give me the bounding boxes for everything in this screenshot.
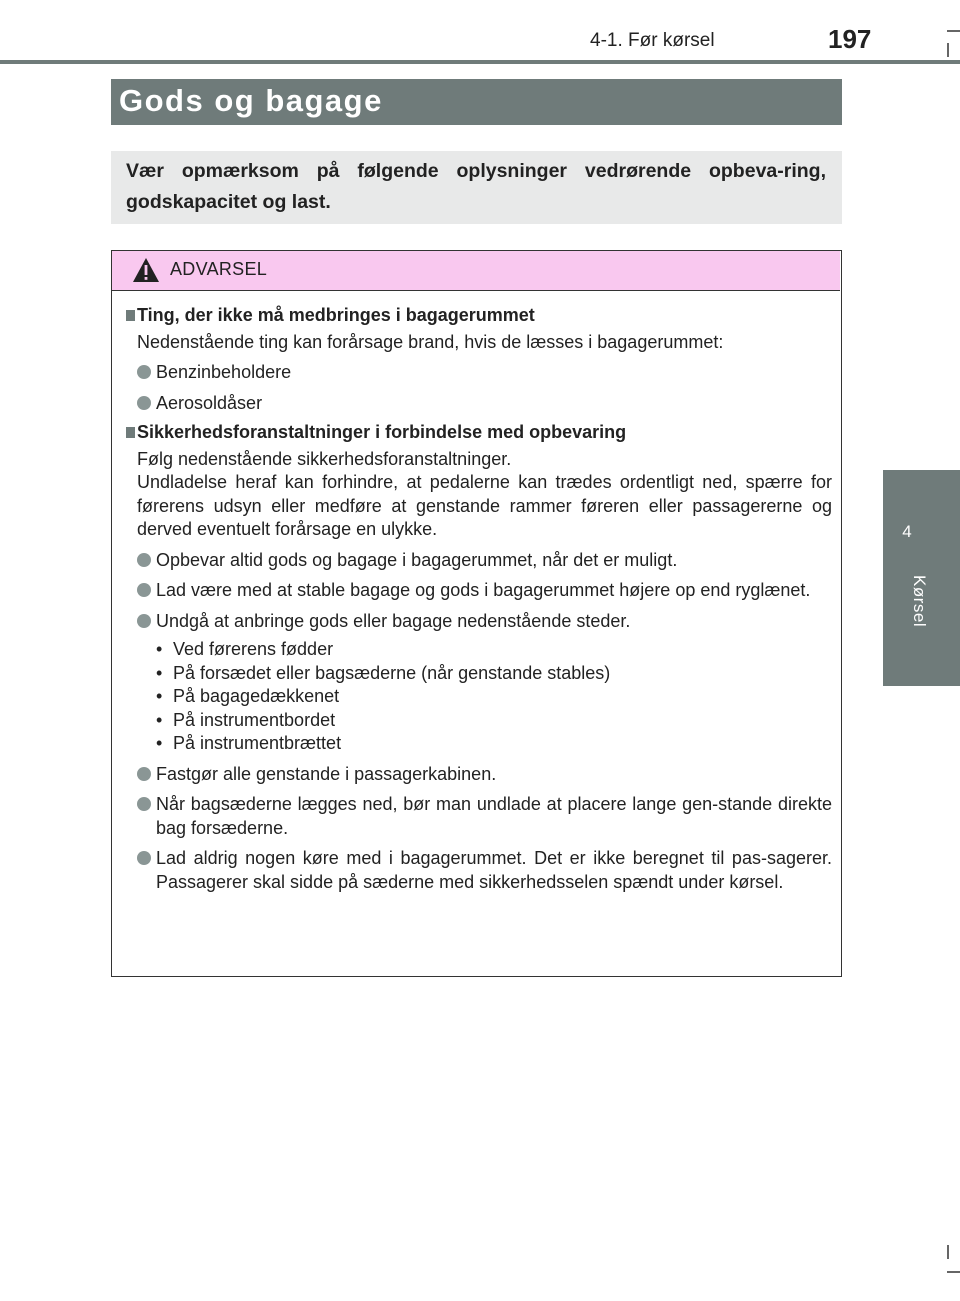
circle-bullet-icon — [137, 767, 151, 781]
page-number: 197 — [828, 24, 872, 54]
sub-list-item: • På instrumentbrættet — [156, 732, 832, 756]
sub-list-item: • På instrumentbordet — [156, 709, 832, 733]
circle-bullet-icon — [137, 396, 151, 410]
intro-text: Vær opmærksom på følgende oplysninger vedrørende opbeva-ring, godskapacitet og last. — [126, 160, 826, 213]
dot-bullet-icon: • — [156, 686, 163, 706]
crop-mark — [947, 43, 949, 57]
dot-bullet-icon: • — [156, 662, 163, 683]
square-bullet-icon — [126, 427, 135, 438]
warning-paragraph: Undladelse heraf kan forhindre, at pedalerne kan trædes ordentligt ned, spærre for førerens udsyn eller medføre at genstande rammer føreren eller passagererne og derved eventuelt forårsage en ulykke. — [137, 472, 832, 539]
chapter-label: Kørsel — [910, 575, 929, 628]
warning-triangle-icon — [132, 257, 160, 283]
list-item: Når bagsæderne lægges ned, bør man undlade at placere lange gen-stande direkte bag forsæderne. — [126, 793, 832, 840]
list-item: Benzinbeholdere — [126, 361, 832, 385]
warning-box — [111, 250, 842, 977]
sub-list-item: • Ved førerens fødder — [156, 638, 832, 662]
dot-bullet-icon: • — [156, 709, 163, 730]
warning-section-title: Ting, der ikke må medbringes i bagagerummet — [126, 304, 832, 328]
warning-body — [126, 304, 832, 894]
crop-mark — [947, 30, 960, 32]
sub-list-item: • På forsædet eller bagsæderne (når genstande stables) — [156, 662, 832, 686]
list-item: Lad aldrig nogen køre med i bagagerummet. Det er ikke beregnet til pas-sagerer. Passagerer skal sidde på sæderne med sikkerhedsselen spændt under kørsel. — [126, 847, 832, 894]
crop-mark — [947, 1245, 949, 1259]
sub-list — [126, 638, 832, 756]
section-breadcrumb: 4-1. Før kørsel — [590, 30, 715, 51]
list-item: Undgå at anbringe gods eller bagage nedenstående steder. — [126, 610, 832, 634]
chapter-number: 4 — [902, 522, 912, 541]
circle-bullet-icon — [137, 553, 151, 567]
square-bullet-icon — [126, 310, 135, 321]
sub-list-item: • På bagagedækkenet — [156, 685, 832, 709]
crop-mark — [947, 1271, 960, 1273]
warning-label: ADVARSEL — [170, 259, 268, 279]
list-item: Aerosoldåser — [126, 392, 832, 416]
warning-paragraph: Følg nedenstående sikkerhedsforanstaltninger. — [137, 448, 512, 469]
chapter-tab — [883, 470, 960, 686]
warning-paragraph: Nedenstående ting kan forårsage brand, hvis de læsses i bagagerummet: — [137, 331, 724, 352]
warning-header — [112, 251, 840, 291]
header-rule — [0, 60, 960, 64]
dot-bullet-icon: • — [156, 733, 163, 753]
list-item: Lad være med at stable bagage og gods i bagagerummet højere op end ryglænet. — [126, 579, 832, 603]
section-title: Gods og bagage — [119, 83, 383, 118]
list-item: Opbevar altid gods og bagage i bagagerummet, når det er muligt. — [126, 549, 832, 573]
intro-box — [111, 151, 842, 224]
circle-bullet-icon — [137, 365, 151, 379]
warning-section-title: Sikkerhedsforanstaltninger i forbindelse med opbevaring — [126, 421, 832, 445]
section-title-bar — [111, 79, 842, 125]
circle-bullet-icon — [137, 851, 151, 865]
list-item: Fastgør alle genstande i passagerkabinen. — [126, 763, 832, 787]
circle-bullet-icon — [137, 583, 151, 597]
circle-bullet-icon — [137, 797, 151, 811]
circle-bullet-icon — [137, 614, 151, 628]
dot-bullet-icon: • — [156, 639, 163, 659]
